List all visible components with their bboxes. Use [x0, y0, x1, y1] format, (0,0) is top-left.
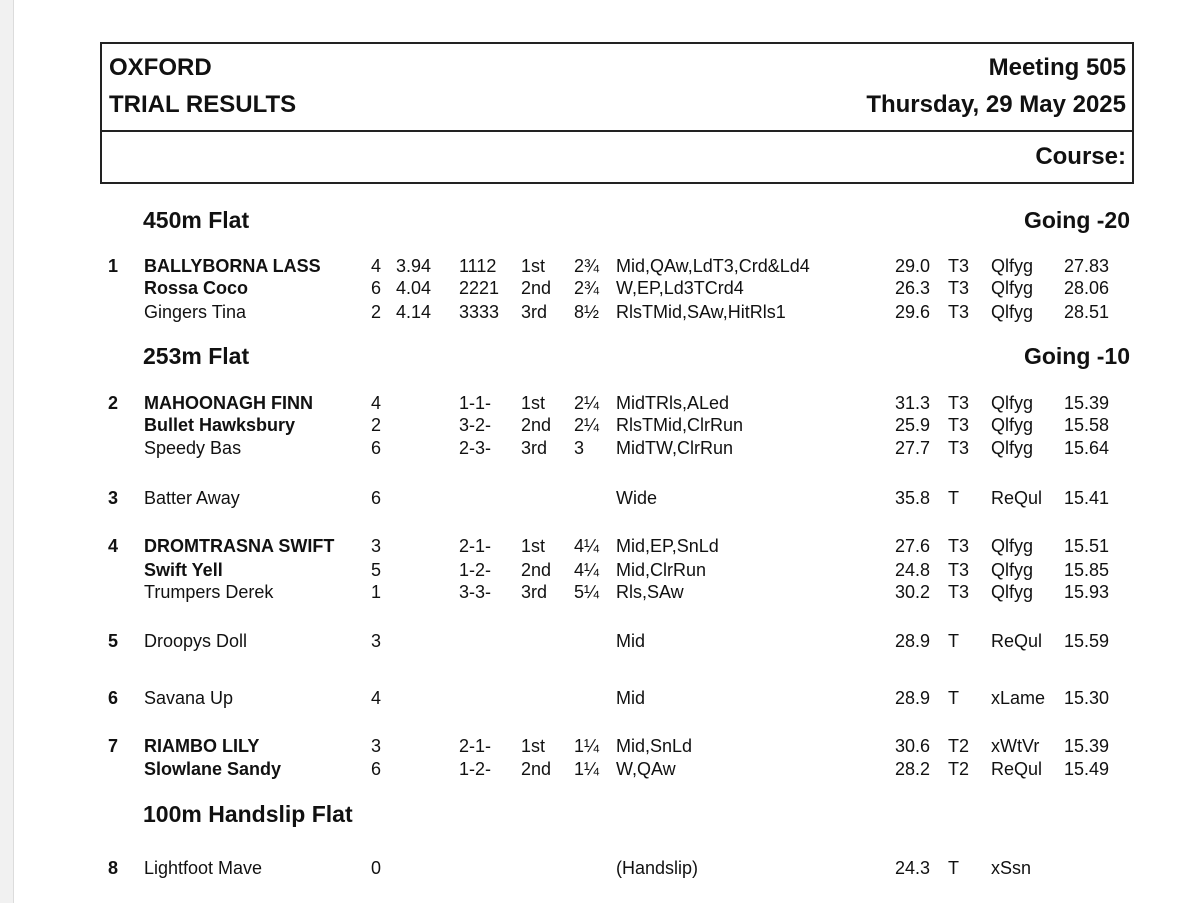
calc-time-cell: 15.51: [1064, 536, 1110, 556]
result-cell: Qlfyg: [991, 278, 1034, 298]
run-time-cell: 26.3: [895, 278, 931, 298]
placing-cell: 2nd: [521, 759, 552, 779]
calc-time-cell: 15.41: [1064, 488, 1110, 508]
run-time-cell: 29.0: [895, 256, 931, 276]
margin-cell: 2¼: [574, 415, 600, 435]
margin-cell: 2¾: [574, 278, 600, 298]
margin-cell: 8½: [574, 302, 600, 322]
result-cell: xLame: [991, 688, 1046, 708]
remarks-cell: MidTRls,ALed: [616, 393, 730, 413]
trial-type-cell: T3: [948, 536, 970, 556]
trial-type-cell: T3: [948, 560, 970, 580]
margin-cell: 2¾: [574, 256, 600, 276]
remarks-cell: Rls,SAw: [616, 582, 684, 602]
dog-name: Slowlane Sandy: [144, 759, 282, 779]
trial-type-cell: T3: [948, 582, 970, 602]
trial-type-cell: T3: [948, 256, 970, 276]
remarks-cell: RlsTMid,SAw,HitRls1: [616, 302, 786, 322]
dog-name: Swift Yell: [144, 560, 223, 580]
remarks-cell: RlsTMid,ClrRun: [616, 415, 744, 435]
run-time-cell: 25.9: [895, 415, 931, 435]
result-cell: ReQul: [991, 631, 1043, 651]
dog-name: Batter Away: [144, 488, 240, 508]
dog-name: Droopys Doll: [144, 631, 248, 651]
calc-time-cell: 15.39: [1064, 393, 1110, 413]
result-cell: xSsn: [991, 858, 1032, 878]
section-distance: 100m Handslip Flat: [143, 801, 353, 827]
margin-cell: 1¼: [574, 736, 600, 756]
sectionals-cell: 2-3-: [459, 438, 492, 458]
placing-cell: 2nd: [521, 560, 552, 580]
placing-cell: 3rd: [521, 438, 548, 458]
remarks-cell: W,QAw: [616, 759, 676, 779]
trap-cell: 4: [371, 393, 382, 413]
result-cell: xWtVr: [991, 736, 1040, 756]
dog-name: Bullet Hawksbury: [144, 415, 296, 435]
run-time-cell: 24.8: [895, 560, 931, 580]
result-cell: ReQul: [991, 488, 1043, 508]
result-cell: Qlfyg: [991, 393, 1034, 413]
margin-cell: 1¼: [574, 759, 600, 779]
placing-cell: 2nd: [521, 415, 552, 435]
trial-type-cell: T: [948, 488, 959, 508]
sectionals-cell: 2-1-: [459, 536, 492, 556]
section-going: Going -20: [1023, 207, 1130, 233]
sectionals-cell: 3-3-: [459, 582, 492, 602]
remarks-cell: Mid,ClrRun: [616, 560, 707, 580]
result-cell: Qlfyg: [991, 560, 1034, 580]
margin-cell: 5¼: [574, 582, 600, 602]
calc-time-cell: 15.58: [1064, 415, 1110, 435]
dog-name: BALLYBORNA LASS: [144, 256, 321, 276]
meeting-number: Meeting 505: [988, 54, 1126, 81]
trial-number: 6: [108, 688, 119, 708]
trial-number: 8: [108, 858, 119, 878]
trial-type-cell: T: [948, 858, 959, 878]
remarks-cell: Mid: [616, 631, 646, 651]
trap-cell: 2: [371, 302, 382, 322]
split-cell: 3.94: [396, 256, 432, 276]
dog-name: DROMTRASNA SWIFT: [144, 536, 335, 556]
trial-number: 1: [108, 256, 119, 276]
remarks-cell: Mid,QAw,LdT3,Crd&Ld4: [616, 256, 810, 276]
run-time-cell: 30.2: [895, 582, 931, 602]
calc-time-cell: 15.93: [1064, 582, 1110, 602]
result-cell: Qlfyg: [991, 438, 1034, 458]
trap-cell: 0: [371, 858, 382, 878]
result-cell: Qlfyg: [991, 415, 1034, 435]
trap-cell: 6: [371, 488, 382, 508]
placing-cell: 3rd: [521, 582, 548, 602]
remarks-cell: Mid: [616, 688, 646, 708]
calc-time-cell: 15.30: [1064, 688, 1110, 708]
run-time-cell: 31.3: [895, 393, 931, 413]
sectionals-cell: 1-2-: [459, 759, 492, 779]
remarks-cell: W,EP,Ld3TCrd4: [616, 278, 744, 298]
trial-type-cell: T3: [948, 415, 970, 435]
trial-type-cell: T3: [948, 438, 970, 458]
venue-name: OXFORD: [109, 54, 212, 81]
remarks-cell: MidTW,ClrRun: [616, 438, 734, 458]
run-time-cell: 30.6: [895, 736, 931, 756]
calc-time-cell: 28.51: [1064, 302, 1110, 322]
calc-time-cell: 27.83: [1064, 256, 1110, 276]
trial-type-cell: T3: [948, 393, 970, 413]
sectionals-cell: 3-2-: [459, 415, 492, 435]
run-time-cell: 28.9: [895, 688, 931, 708]
calc-time-cell: 15.85: [1064, 560, 1110, 580]
margin-cell: 4¼: [574, 560, 600, 580]
sectionals-cell: 1-1-: [459, 393, 492, 413]
trial-type-cell: T2: [948, 736, 970, 756]
sectionals-cell: 1112: [459, 256, 497, 276]
trial-number: 4: [108, 536, 119, 556]
sectionals-cell: 2-1-: [459, 736, 492, 756]
run-time-cell: 28.9: [895, 631, 931, 651]
placing-cell: 3rd: [521, 302, 548, 322]
placing-cell: 2nd: [521, 278, 552, 298]
result-cell: Qlfyg: [991, 582, 1034, 602]
trial-type-cell: T: [948, 688, 959, 708]
section-going: Going -10: [1023, 343, 1130, 369]
trap-cell: 6: [371, 278, 382, 298]
dog-name: Rossa Coco: [144, 278, 249, 298]
run-time-cell: 24.3: [895, 858, 931, 878]
dog-name: MAHOONAGH FINN: [144, 393, 313, 413]
trial-number: 7: [108, 736, 119, 756]
sectionals-cell: 1-2-: [459, 560, 492, 580]
remarks-cell: Mid,SnLd: [616, 736, 693, 756]
calc-time-cell: 15.59: [1064, 631, 1110, 651]
calc-time-cell: 15.49: [1064, 759, 1110, 779]
result-cell: Qlfyg: [991, 536, 1034, 556]
trial-type-cell: T: [948, 631, 959, 651]
trap-cell: 3: [371, 536, 382, 556]
trap-cell: 3: [371, 631, 382, 651]
run-time-cell: 29.6: [895, 302, 931, 322]
dog-name: Speedy Bas: [144, 438, 242, 458]
dog-name: Savana Up: [144, 688, 234, 708]
calc-time-cell: 15.64: [1064, 438, 1110, 458]
dog-name: Trumpers Derek: [144, 582, 274, 602]
result-cell: ReQul: [991, 759, 1043, 779]
result-cell: Qlfyg: [991, 256, 1034, 276]
split-cell: 4.14: [396, 302, 432, 322]
meeting-date: Thursday, 29 May 2025: [866, 91, 1126, 118]
trap-cell: 2: [371, 415, 382, 435]
trap-cell: 4: [371, 688, 382, 708]
trap-cell: 3: [371, 736, 382, 756]
calc-time-cell: 15.39: [1064, 736, 1110, 756]
margin-cell: 3: [574, 438, 585, 458]
split-cell: 4.04: [396, 278, 432, 298]
trap-cell: 6: [371, 759, 382, 779]
dog-name: RIAMBO LILY: [144, 736, 260, 756]
dog-name: Gingers Tina: [144, 302, 247, 322]
trial-type-cell: T3: [948, 302, 970, 322]
remarks-cell: (Handslip): [616, 858, 699, 878]
trap-cell: 1: [371, 582, 382, 602]
course-label: Course:: [1035, 143, 1126, 170]
placing-cell: 1st: [521, 736, 546, 756]
trial-number: 3: [108, 488, 119, 508]
sectionals-cell: 3333: [459, 302, 500, 322]
header-top-panel: [102, 44, 1132, 132]
section-distance: 253m Flat: [143, 343, 250, 369]
result-cell: Qlfyg: [991, 302, 1034, 322]
placing-cell: 1st: [521, 393, 546, 413]
section-distance: 450m Flat: [143, 207, 250, 233]
trial-type-cell: T3: [948, 278, 970, 298]
page-title: TRIAL RESULTS: [109, 91, 297, 118]
trap-cell: 5: [371, 560, 382, 580]
trap-cell: 4: [371, 256, 382, 276]
run-time-cell: 28.2: [895, 759, 931, 779]
remarks-cell: Mid,EP,SnLd: [616, 536, 719, 556]
remarks-cell: Wide: [616, 488, 658, 508]
calc-time-cell: 28.06: [1064, 278, 1110, 298]
run-time-cell: 27.7: [895, 438, 931, 458]
trial-number: 5: [108, 631, 119, 651]
placing-cell: 1st: [521, 256, 546, 276]
meeting-header: [100, 42, 1134, 184]
run-time-cell: 27.6: [895, 536, 931, 556]
dog-name: Lightfoot Mave: [144, 858, 263, 878]
trial-type-cell: T2: [948, 759, 970, 779]
margin-cell: 4¼: [574, 536, 600, 556]
trap-cell: 6: [371, 438, 382, 458]
placing-cell: 1st: [521, 536, 546, 556]
trial-number: 2: [108, 393, 119, 413]
run-time-cell: 35.8: [895, 488, 931, 508]
margin-cell: 2¼: [574, 393, 600, 413]
sectionals-cell: 2221: [459, 278, 500, 298]
